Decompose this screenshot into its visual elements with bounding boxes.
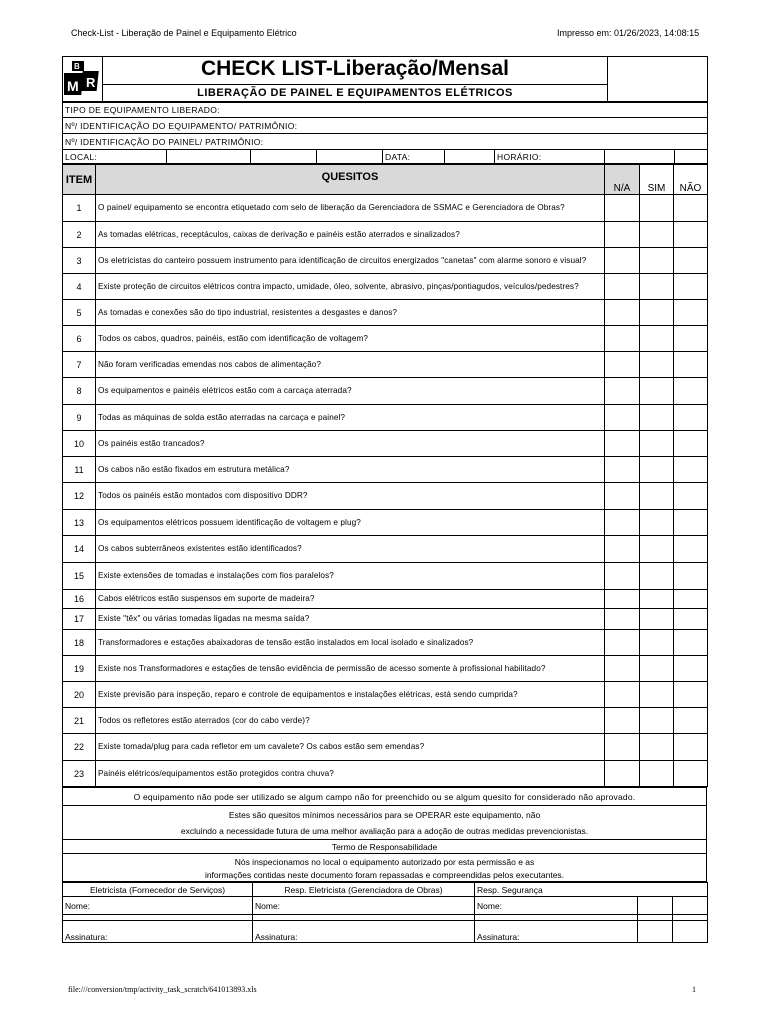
question-text: Os equipamentos elétricos possuem identificação de voltagem e plug? (96, 510, 605, 536)
term-title: Termo de Responsabilidade (63, 840, 707, 854)
svg-text:B: B (73, 62, 80, 71)
nao-checkbox[interactable] (674, 248, 708, 274)
sim-checkbox[interactable] (640, 300, 674, 326)
item-number: 22 (63, 734, 96, 761)
question-text: Existe "têx" ou várias tomadas ligadas na mesma saída? (96, 609, 605, 630)
na-checkbox[interactable] (605, 248, 640, 274)
question-text: Existe tomada/plug para cada refletor em um cavalete? Os cabos estão sem emendas? (96, 734, 605, 761)
nao-checkbox[interactable] (674, 682, 708, 708)
question-text: Não foram verificadas emendas nos cabos de alimentação? (96, 352, 605, 378)
na-checkbox[interactable] (605, 656, 640, 682)
sim-checkbox[interactable] (640, 590, 674, 609)
question-text: Os cabos subterrâneos existentes estão identificados? (96, 536, 605, 563)
checklist-row (63, 195, 708, 222)
name-extra-1 (638, 897, 673, 915)
item-number: 5 (63, 300, 96, 326)
question-text: Todos os painéis estão montados com dispositivo DDR? (96, 483, 605, 510)
col-sim-header: SIM (640, 165, 674, 195)
electrician-signature-field[interactable]: Assinatura: (63, 921, 253, 943)
nao-checkbox[interactable] (674, 326, 708, 352)
print-header-date: Impresso em: 01/26/2023, 14:08:15 (557, 28, 700, 38)
item-number: 19 (63, 656, 96, 682)
sim-checkbox[interactable] (640, 431, 674, 457)
question-text: Todos os cabos, quadros, painéis, estão com identificação de voltagem? (96, 326, 605, 352)
item-number: 3 (63, 248, 96, 274)
equipment-type-field[interactable]: TIPO DE EQUIPAMENTO LIBERADO: (63, 103, 708, 118)
footer-file-path: file:///conversion/tmp/activity_task_scratch/641013893.xls (68, 985, 257, 994)
question-text: Todas as máquinas de solda estão aterradas na carcaça e painel? (96, 405, 605, 431)
sim-checkbox[interactable] (640, 457, 674, 483)
checklist-row (63, 431, 708, 457)
checklist-row (63, 222, 708, 248)
question-text: Os cabos não estão fixados em estrutura metálica? (96, 457, 605, 483)
resp-electrician-name-field[interactable]: Nome: (253, 897, 475, 915)
print-header-title: Check-List - Liberação de Painel e Equipamento Elétrico (71, 28, 297, 38)
checklist-sheet (62, 56, 707, 943)
sim-checkbox[interactable] (640, 326, 674, 352)
time-field[interactable] (605, 150, 675, 164)
item-number: 13 (63, 510, 96, 536)
term-line-1: Nós inspecionamos no local o equipamento autorizado por esta permissão e as (63, 854, 707, 870)
local-field-2[interactable] (251, 150, 317, 164)
na-checkbox[interactable] (605, 300, 640, 326)
sim-checkbox[interactable] (640, 248, 674, 274)
checklist-row (63, 761, 708, 787)
question-text: As tomadas elétricas, receptáculos, caixas de derivação e painéis estão aterrados e sinalizados? (96, 222, 605, 248)
nao-checkbox[interactable] (674, 378, 708, 405)
sim-checkbox[interactable] (640, 536, 674, 563)
na-checkbox[interactable] (605, 536, 640, 563)
na-checkbox[interactable] (605, 352, 640, 378)
item-number: 9 (63, 405, 96, 431)
page-subtitle: LIBERAÇÃO DE PAINEL E EQUIPAMENTOS ELÉTRICOS (197, 87, 513, 99)
svg-text:R: R (85, 75, 95, 90)
sim-checkbox[interactable] (640, 630, 674, 656)
warning-note: O equipamento não pode ser utilizado se algum campo não for preenchido ou se algum quesito for considerado não aprovado. (63, 788, 707, 806)
checklist-row (63, 483, 708, 510)
checklist-row (63, 405, 708, 431)
bmr-logo-icon (64, 59, 102, 97)
checklist-row (63, 630, 708, 656)
col-na-header: N/A (605, 165, 640, 195)
item-number: 7 (63, 352, 96, 378)
minimum-note-1: Estes são quesitos mínimos necessários para se OPERAR este equipamento, não (63, 806, 707, 824)
nao-checkbox[interactable] (674, 536, 708, 563)
col-item-header: ITEM (63, 165, 96, 195)
sim-checkbox[interactable] (640, 708, 674, 734)
item-number: 23 (63, 761, 96, 787)
safety-name-field[interactable]: Nome: (475, 897, 638, 915)
checklist-row (63, 510, 708, 536)
sim-checkbox[interactable] (640, 222, 674, 248)
equipment-id-field[interactable]: Nº/ IDENTIFICAÇÃO DO EQUIPAMENTO/ PATRIMÔNIO: (63, 118, 708, 134)
nao-checkbox[interactable] (674, 708, 708, 734)
local-field-3[interactable] (317, 150, 383, 164)
panel-id-field[interactable]: Nº/ IDENTIFICAÇÃO DO PAINEL/ PATRIMÔNIO: (63, 134, 708, 150)
sim-checkbox[interactable] (640, 378, 674, 405)
item-number: 12 (63, 483, 96, 510)
sim-checkbox[interactable] (640, 761, 674, 787)
nao-checkbox[interactable] (674, 300, 708, 326)
sim-checkbox[interactable] (640, 274, 674, 300)
signature-block (62, 882, 708, 943)
col-quesitos-header: QUESITOS (96, 165, 605, 195)
sim-checkbox[interactable] (640, 483, 674, 510)
question-text: Existe extensões de tomadas e instalações com fios paralelos? (96, 563, 605, 590)
resp-electrician-signature-field[interactable]: Assinatura: (253, 921, 475, 943)
electrician-name-field[interactable]: Nome: (63, 897, 253, 915)
nao-checkbox[interactable] (674, 352, 708, 378)
svg-text:M: M (66, 78, 79, 94)
notes-block (62, 787, 707, 882)
na-checkbox[interactable] (605, 682, 640, 708)
item-number: 18 (63, 630, 96, 656)
question-text: Existe previsão para inspeção, reparo e controle de equipamentos e instalações elétricas, está sendo cumprida? (96, 682, 605, 708)
question-text: Os equipamentos e painéis elétricos estão com a carcaça aterrada? (96, 378, 605, 405)
item-number: 10 (63, 431, 96, 457)
na-checkbox[interactable] (605, 405, 640, 431)
question-text: Existe proteção de circuitos elétricos contra impacto, umidade, óleo, solvente, abrasivo, pinças/pontiagudos, veículos/pedestres? (96, 274, 605, 300)
date-label: DATA: (383, 150, 445, 164)
question-text: O painel/ equipamento se encontra etiquetado com selo de liberação da Gerenciadora de SSMAC e Gerenciadora de Obras? (96, 195, 605, 222)
sim-checkbox[interactable] (640, 405, 674, 431)
na-checkbox[interactable] (605, 222, 640, 248)
item-number: 20 (63, 682, 96, 708)
sim-checkbox[interactable] (640, 563, 674, 590)
na-checkbox[interactable] (605, 590, 640, 609)
identification-block (62, 102, 708, 164)
question-text: Os painéis estão trancados? (96, 431, 605, 457)
na-checkbox[interactable] (605, 274, 640, 300)
item-number: 2 (63, 222, 96, 248)
sign-extra-1 (638, 921, 673, 943)
question-text: Existe nos Transformadores e estações de tensão evidência de permissão de acesso somente à profissional habilitado? (96, 656, 605, 682)
local-field-1[interactable] (167, 150, 251, 164)
item-number: 17 (63, 609, 96, 630)
footer-page-number: 1 (692, 985, 696, 994)
page-title: CHECK LIST-Liberação/Mensal (103, 57, 607, 85)
item-number: 4 (63, 274, 96, 300)
item-number: 11 (63, 457, 96, 483)
safety-signature-field[interactable]: Assinatura: (475, 921, 638, 943)
item-number: 1 (63, 195, 96, 222)
question-text: As tomadas e conexões são do tipo industrial, resistentes a desgastes e danos? (96, 300, 605, 326)
question-text: Cabos elétricos estão suspensos em suporte de madeira? (96, 590, 605, 609)
sim-checkbox[interactable] (640, 609, 674, 630)
item-number: 8 (63, 378, 96, 405)
na-checkbox[interactable] (605, 457, 640, 483)
nao-checkbox[interactable] (674, 609, 708, 630)
na-checkbox[interactable] (605, 734, 640, 761)
sim-checkbox[interactable] (640, 682, 674, 708)
question-text: Transformadores e estações abaixadoras de tensão estão instalados em local isolado e sinalizados? (96, 630, 605, 656)
item-number: 14 (63, 536, 96, 563)
nao-checkbox[interactable] (674, 457, 708, 483)
title-blank-cell (608, 57, 708, 102)
na-checkbox[interactable] (605, 708, 640, 734)
checklist-row (63, 536, 708, 563)
checklist-row (63, 300, 708, 326)
nao-checkbox[interactable] (674, 563, 708, 590)
na-checkbox[interactable] (605, 431, 640, 457)
na-checkbox[interactable] (605, 761, 640, 787)
nao-checkbox[interactable] (674, 656, 708, 682)
checklist-row (63, 708, 708, 734)
na-checkbox[interactable] (605, 326, 640, 352)
checklist-row (63, 656, 708, 682)
title-block (62, 56, 708, 102)
term-line-2: informações contidas neste documento foram repassadas e compreendidas pelos executantes. (63, 870, 707, 882)
checklist-row (63, 682, 708, 708)
na-checkbox[interactable] (605, 630, 640, 656)
nao-checkbox[interactable] (674, 734, 708, 761)
checklist-row (63, 563, 708, 590)
item-number: 16 (63, 590, 96, 609)
nao-checkbox[interactable] (674, 630, 708, 656)
checklist-row (63, 734, 708, 761)
title-cell (103, 57, 608, 102)
nao-checkbox[interactable] (674, 274, 708, 300)
time-label: HORÁRIO: (495, 150, 605, 164)
nao-checkbox[interactable] (674, 761, 708, 787)
minimum-note-2: excluindo a necessidade futura de uma melhor avaliação para a adoção de outras medidas prevencionistas. (63, 824, 707, 840)
item-number: 15 (63, 563, 96, 590)
question-text: Os eletricistas do canteiro possuem instrumento para identificação de circuitos energizados "canetas" com alarme sonoro e visual? (96, 248, 605, 274)
question-text: Todos os refletores estão aterrados (cor do cabo verde)? (96, 708, 605, 734)
nao-checkbox[interactable] (674, 405, 708, 431)
na-checkbox[interactable] (605, 609, 640, 630)
time-field-2[interactable] (675, 150, 708, 164)
na-checkbox[interactable] (605, 563, 640, 590)
sign-extra-2 (673, 921, 708, 943)
name-extra-2 (673, 897, 708, 915)
sig-col-safety: Resp. Segurança (475, 883, 708, 897)
question-text: Painéis elétricos/equipamentos estão protegidos contra chuva? (96, 761, 605, 787)
sig-col-resp-electrician: Resp. Eletricista (Gerenciadora de Obras) (253, 883, 475, 897)
nao-checkbox[interactable] (674, 431, 708, 457)
sim-checkbox[interactable] (640, 352, 674, 378)
na-checkbox[interactable] (605, 195, 640, 222)
nao-checkbox[interactable] (674, 590, 708, 609)
local-label: LOCAL: (63, 150, 167, 164)
date-field[interactable] (445, 150, 495, 164)
sim-checkbox[interactable] (640, 656, 674, 682)
checklist-row (63, 326, 708, 352)
na-checkbox[interactable] (605, 483, 640, 510)
item-number: 21 (63, 708, 96, 734)
checklist-row (63, 352, 708, 378)
sig-col-electrician: Eletricista (Fornecedor de Serviços) (63, 883, 253, 897)
checklist-table (62, 164, 708, 787)
na-checkbox[interactable] (605, 378, 640, 405)
checklist-row (63, 609, 708, 630)
item-number: 6 (63, 326, 96, 352)
nao-checkbox[interactable] (674, 222, 708, 248)
col-nao-header: NÃO (674, 165, 708, 195)
sim-checkbox[interactable] (640, 195, 674, 222)
checklist-row (63, 274, 708, 300)
na-checkbox[interactable] (605, 510, 640, 536)
checklist-row (63, 248, 708, 274)
sim-checkbox[interactable] (640, 734, 674, 761)
checklist-row (63, 590, 708, 609)
checklist-row (63, 457, 708, 483)
checklist-row (63, 378, 708, 405)
nao-checkbox[interactable] (674, 510, 708, 536)
nao-checkbox[interactable] (674, 483, 708, 510)
nao-checkbox[interactable] (674, 195, 708, 222)
company-logo (63, 57, 103, 102)
sim-checkbox[interactable] (640, 510, 674, 536)
